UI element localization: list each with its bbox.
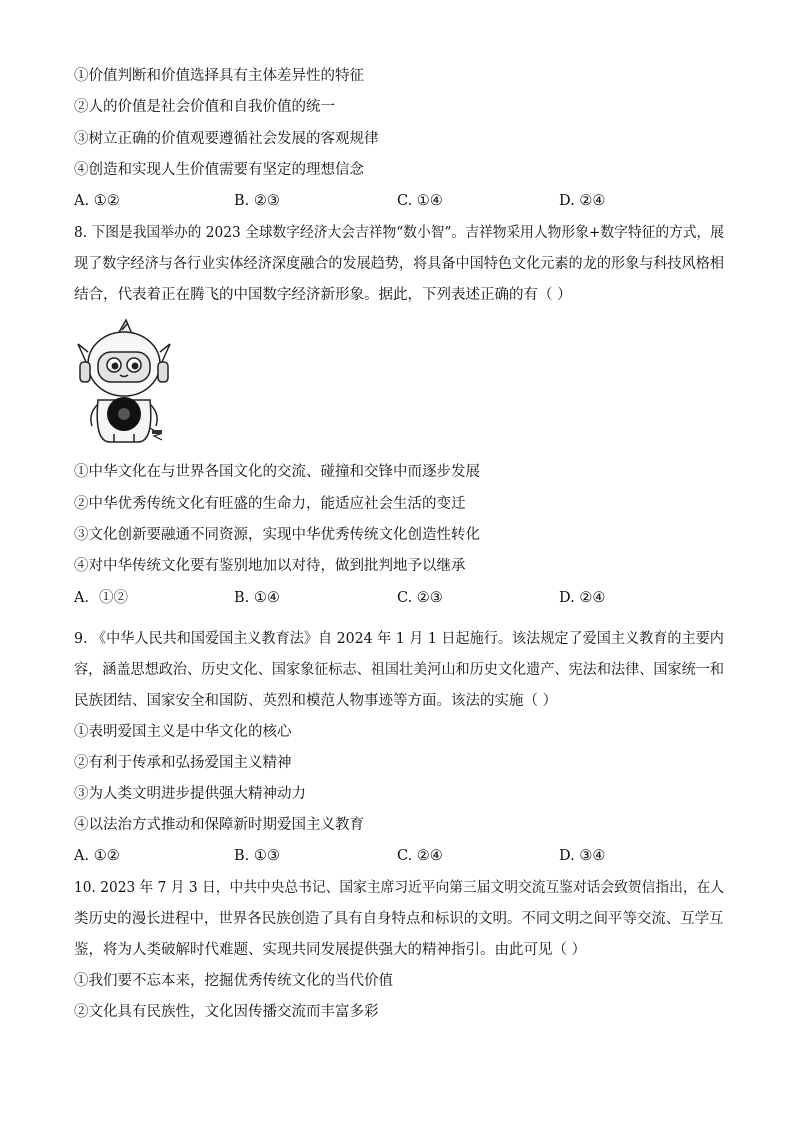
q10-statement-2: ②文化具有民族性，文化因传播交流而丰富多彩 bbox=[74, 1004, 379, 1020]
q7-option-a[interactable]: A. ①② bbox=[74, 193, 120, 209]
q10-stem-line-3: 鉴，将为人类破解时代难题、实现共同发展提供强大的精神指引。由此可见（ ） bbox=[74, 942, 587, 958]
q7-statement-1: ①价值判断和价值选择具有主体差异性的特征 bbox=[74, 68, 364, 84]
q8-option-a[interactable]: A．①② bbox=[74, 590, 128, 606]
q9-statement-2: ②有利于传承和弘扬爱国主义精神 bbox=[74, 755, 292, 771]
q7-statement-4: ④创造和实现人生价值需要有坚定的理想信念 bbox=[74, 162, 364, 178]
q10-stem-line-1: 10. 2023 年 7 月 3 日，中共中央总书记、国家主席习近平向第三届文明交流互鉴对话会致贺信指出，在人 bbox=[74, 880, 725, 896]
q10-statement-1: ①我们要不忘本来，挖掘优秀传统文化的当代价值 bbox=[74, 973, 393, 989]
q9-option-b[interactable]: B. ①③ bbox=[234, 848, 280, 864]
q9-stem-line-1: 9. 《中华人民共和国爱国主义教育法》自 2024 年 1 月 1 日起施行。该法规定了爱国主义教育的主要内 bbox=[74, 631, 724, 647]
q9-stem-line-2: 容，涵盖思想政治、历史文化、国家象征标志、祖国壮美河山和历史文化遗产、宪法和法律、国家统一和 bbox=[74, 662, 724, 678]
mascot-image bbox=[74, 318, 174, 446]
q8-stem-line-3: 结合，代表着正在腾飞的中国数字经济新形象。据此，下列表述正确的有（ ） bbox=[74, 287, 572, 303]
q7-statement-3: ③树立正确的价值观要遵循社会发展的客观规律 bbox=[74, 131, 379, 147]
q8-stem-line-1: 8. 下图是我国举办的 2023 全球数字经济大会吉祥物“数小智”。吉祥物采用人物形象+数字特征的方式，展 bbox=[74, 225, 725, 241]
q9-option-c[interactable]: C. ②④ bbox=[397, 848, 443, 864]
q8-statement-3: ③文化创新要融通不同资源，实现中华优秀传统文化创造性转化 bbox=[74, 527, 480, 543]
q7-statement-2: ②人的价值是社会价值和自我价值的统一 bbox=[74, 99, 335, 115]
q8-stem-line-2: 现了数字经济与各行业实体经济深度融合的发展趋势，将具备中国特色文化元素的龙的形象与科技风格相 bbox=[74, 256, 724, 272]
q10-stem-line-2: 类历史的漫长进程中，世界各民族创造了具有自身特点和标识的文明。不同文明之间平等交流、互学互 bbox=[74, 911, 724, 927]
q7-options bbox=[74, 191, 724, 211]
q8-statement-2: ②中华优秀传统文化有旺盛的生命力，能适应社会生活的变迁 bbox=[74, 496, 466, 512]
q7-option-c[interactable]: C. ①④ bbox=[397, 193, 443, 209]
q9-options bbox=[74, 846, 724, 866]
q8-options bbox=[74, 588, 724, 608]
q8-option-b[interactable]: B. ①④ bbox=[234, 590, 280, 606]
q9-statement-3: ③为人类文明进步提供强大精神动力 bbox=[74, 786, 306, 802]
q8-option-d[interactable]: D. ②④ bbox=[559, 590, 606, 606]
q9-stem-line-3: 民族团结、国家安全和国防、英烈和模范人物事迹等方面。该法的实施（ ） bbox=[74, 693, 558, 709]
q9-option-d[interactable]: D. ③④ bbox=[559, 848, 606, 864]
q8-statement-4: ④对中华传统文化要有鉴别地加以对待，做到批判地予以继承 bbox=[74, 558, 466, 574]
q7-option-b[interactable]: B. ②③ bbox=[234, 193, 280, 209]
q8-statement-1: ①中华文化在与世界各国文化的交流、碰撞和交锋中而逐步发展 bbox=[74, 464, 480, 480]
q9-option-a[interactable]: A. ①② bbox=[74, 848, 120, 864]
q9-statement-1: ①表明爱国主义是中华文化的核心 bbox=[74, 724, 292, 740]
q9-statement-4: ④以法治方式推动和保障新时期爱国主义教育 bbox=[74, 817, 364, 833]
q7-option-d[interactable]: D. ②④ bbox=[559, 193, 606, 209]
q8-option-c[interactable]: C. ②③ bbox=[397, 590, 443, 606]
